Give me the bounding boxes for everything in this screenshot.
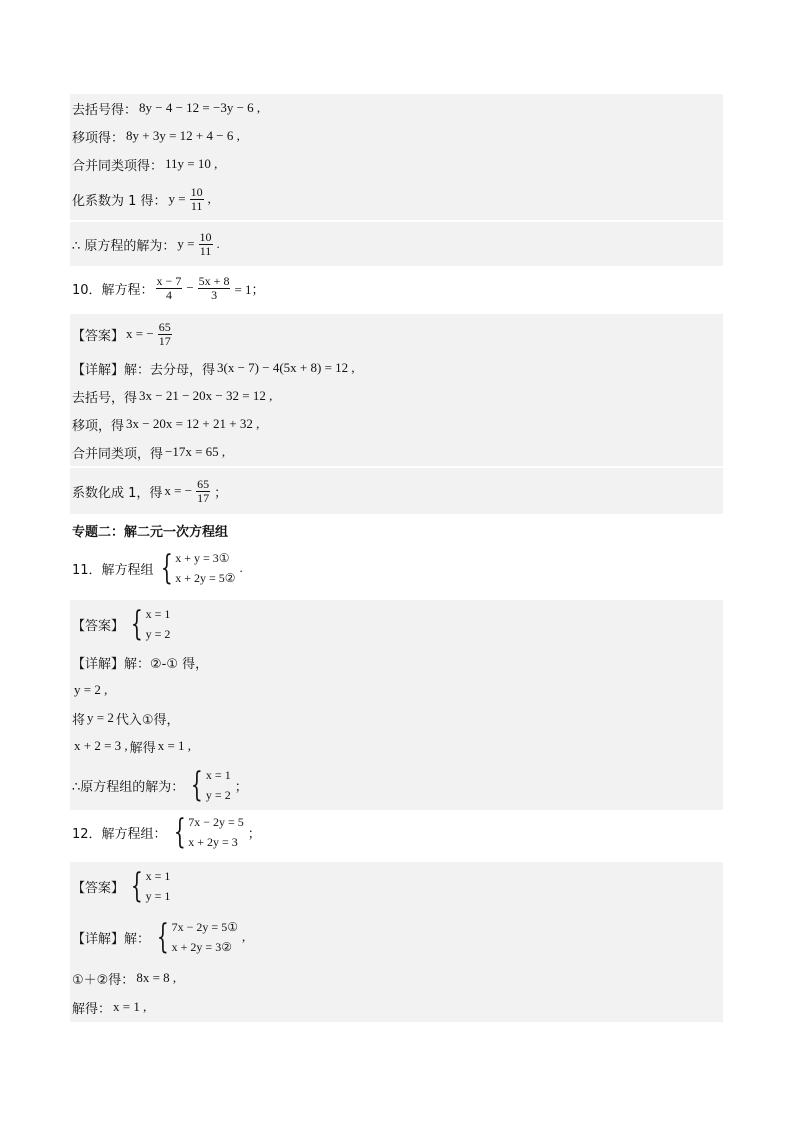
punctuation: .: [216, 236, 220, 251]
problem-label: 10．解方程：: [72, 282, 154, 298]
step-remove-brackets: [70, 382, 723, 410]
equation-result: x = 1 ,: [157, 738, 192, 753]
fraction-2: [198, 275, 231, 302]
step-coefficient: [70, 178, 723, 220]
brace-icon: {: [173, 812, 186, 852]
section-heading: [70, 518, 723, 542]
step-remove-brackets: [70, 94, 723, 122]
punctuation: .: [239, 560, 243, 575]
brace-icon: {: [160, 548, 173, 588]
step-result: [70, 676, 723, 704]
denominator: 17: [158, 333, 171, 348]
step-label: 合并同类项，得: [72, 446, 164, 462]
fraction-1: [156, 275, 183, 302]
step-label: ∴原方程组的解为：: [72, 779, 185, 795]
problem-12: [70, 810, 723, 854]
punctuation: ,: [207, 191, 211, 206]
numerator: 65: [158, 319, 171, 334]
equation: 11y = 10 ,: [165, 156, 218, 171]
detail-label: 【详解】解：: [72, 656, 151, 672]
step-label: 去括号，得: [72, 390, 138, 406]
equation-system: [186, 765, 230, 805]
system-line: x + 2y = 5②: [175, 571, 236, 585]
answer-label: 【答案】: [72, 328, 125, 344]
denominator: 11: [199, 243, 212, 258]
equation-system: [126, 604, 170, 644]
equation: x = −: [164, 483, 193, 498]
equation-system: [169, 812, 244, 852]
system-line: x + 2y = 3: [188, 835, 238, 849]
step-label: 解得：: [72, 1001, 112, 1017]
equation: 8y + 3y = 12 + 4 − 6 ,: [126, 128, 240, 143]
equation: 3x − 21 − 20x − 32 = 12 ,: [139, 388, 273, 403]
equation: x = −: [126, 326, 154, 341]
equation: −17x = 65 ,: [165, 444, 226, 459]
step-text: 解得: [129, 740, 156, 756]
answer-label: 【答案】: [72, 880, 125, 896]
numerator: x − 7: [156, 273, 182, 288]
punctuation: ；: [214, 484, 228, 500]
brace-icon: {: [130, 866, 143, 906]
system-line: 7x − 2y = 5①: [171, 920, 238, 934]
brace-icon: {: [130, 604, 143, 644]
solution-line: [70, 222, 723, 266]
equation: y = 2: [87, 710, 114, 725]
equation: 8y − 4 − 12 = −3y − 6 ,: [139, 100, 261, 115]
section-title: 专题二：解二元一次方程组: [72, 524, 229, 540]
fraction: [199, 231, 213, 258]
problem-11: [70, 546, 723, 590]
step-solve: [70, 992, 723, 1022]
step-label: 移项得：: [72, 130, 125, 146]
punctuation: ,: [241, 929, 246, 944]
equation-system: [126, 866, 170, 906]
denominator: 11: [190, 198, 203, 213]
numerator: 65: [197, 476, 210, 491]
equation: y =: [177, 236, 195, 251]
system-line: 7x − 2y = 5: [188, 815, 244, 829]
equation: 8x = 8 ,: [136, 970, 177, 985]
equation: y = 2 ,: [74, 682, 108, 697]
brace-icon: {: [156, 917, 169, 957]
equation-tail: = 1；: [234, 281, 265, 297]
system-line: x = 1: [205, 768, 231, 782]
step-transpose: [70, 122, 723, 150]
step-label: 合并同类项得：: [72, 158, 164, 174]
step-add: [70, 964, 723, 992]
equation: x + 2 = 3 ,: [74, 738, 128, 753]
detail-11: [70, 648, 723, 676]
step-combine: [70, 438, 723, 466]
equation-system: [152, 917, 238, 957]
detail-clear-denominator: [70, 354, 723, 382]
brace-icon: {: [191, 765, 204, 805]
equation: x = 1 ,: [113, 999, 147, 1014]
denominator: 4: [165, 287, 172, 302]
step-label: ∴ 原方程的解为：: [72, 238, 176, 254]
numerator: 5x + 8: [198, 273, 230, 288]
answer-11: [70, 600, 723, 648]
system-line: y = 2: [145, 627, 171, 641]
system-line: y = 2: [205, 788, 231, 802]
problem-label: 11．解方程组: [72, 562, 154, 578]
fraction: [196, 478, 210, 505]
operator: −: [186, 280, 194, 295]
step-combine: [70, 150, 723, 178]
numerator: 10: [190, 184, 203, 199]
step-label: 化系数为 1 得：: [72, 193, 167, 209]
numerator: 10: [199, 229, 212, 244]
step-transpose: [70, 410, 723, 438]
denominator: 3: [211, 287, 218, 302]
denominator: 17: [197, 490, 210, 505]
step-label: ①＋②得：: [72, 972, 135, 988]
detail-label: 【详解】解：: [72, 931, 151, 947]
step-label: 移项，得: [72, 418, 125, 434]
punctuation: ；: [247, 825, 261, 841]
system-line: y = 1: [145, 889, 171, 903]
equation-system: [156, 548, 236, 588]
system-line: x + y = 3①: [175, 551, 230, 565]
step-label: 将: [72, 712, 86, 728]
step-label: 【详解】解：去分母，得: [72, 362, 216, 378]
punctuation: ；: [234, 778, 248, 794]
fraction: [158, 321, 172, 348]
system-line: x + 2y = 3②: [171, 940, 232, 954]
answer-10: [70, 314, 723, 354]
step-solve: [70, 732, 723, 760]
answer-label: 【答案】: [72, 618, 125, 634]
step-label: 系数化成 1，得: [72, 485, 163, 501]
fraction: [190, 186, 204, 213]
step-coefficient: [70, 468, 723, 514]
equation: 3x − 20x = 12 + 21 + 32 ,: [126, 416, 260, 431]
system-line: x = 1: [145, 607, 171, 621]
step-substitute: [70, 704, 723, 732]
problem-10: [70, 268, 723, 308]
detail-text: ②-① 得，: [150, 656, 209, 672]
equation: y =: [168, 191, 186, 206]
equation: 3(x − 7) − 4(5x + 8) = 12 ,: [217, 360, 355, 375]
detail-12: [70, 910, 723, 964]
answer-12: [70, 862, 723, 910]
step-label: 去括号得：: [72, 102, 138, 118]
step-text: 代入①得，: [115, 712, 180, 728]
problem-label: 12．解方程组：: [72, 826, 167, 842]
system-line: x = 1: [145, 869, 171, 883]
solution-system: [70, 760, 723, 810]
